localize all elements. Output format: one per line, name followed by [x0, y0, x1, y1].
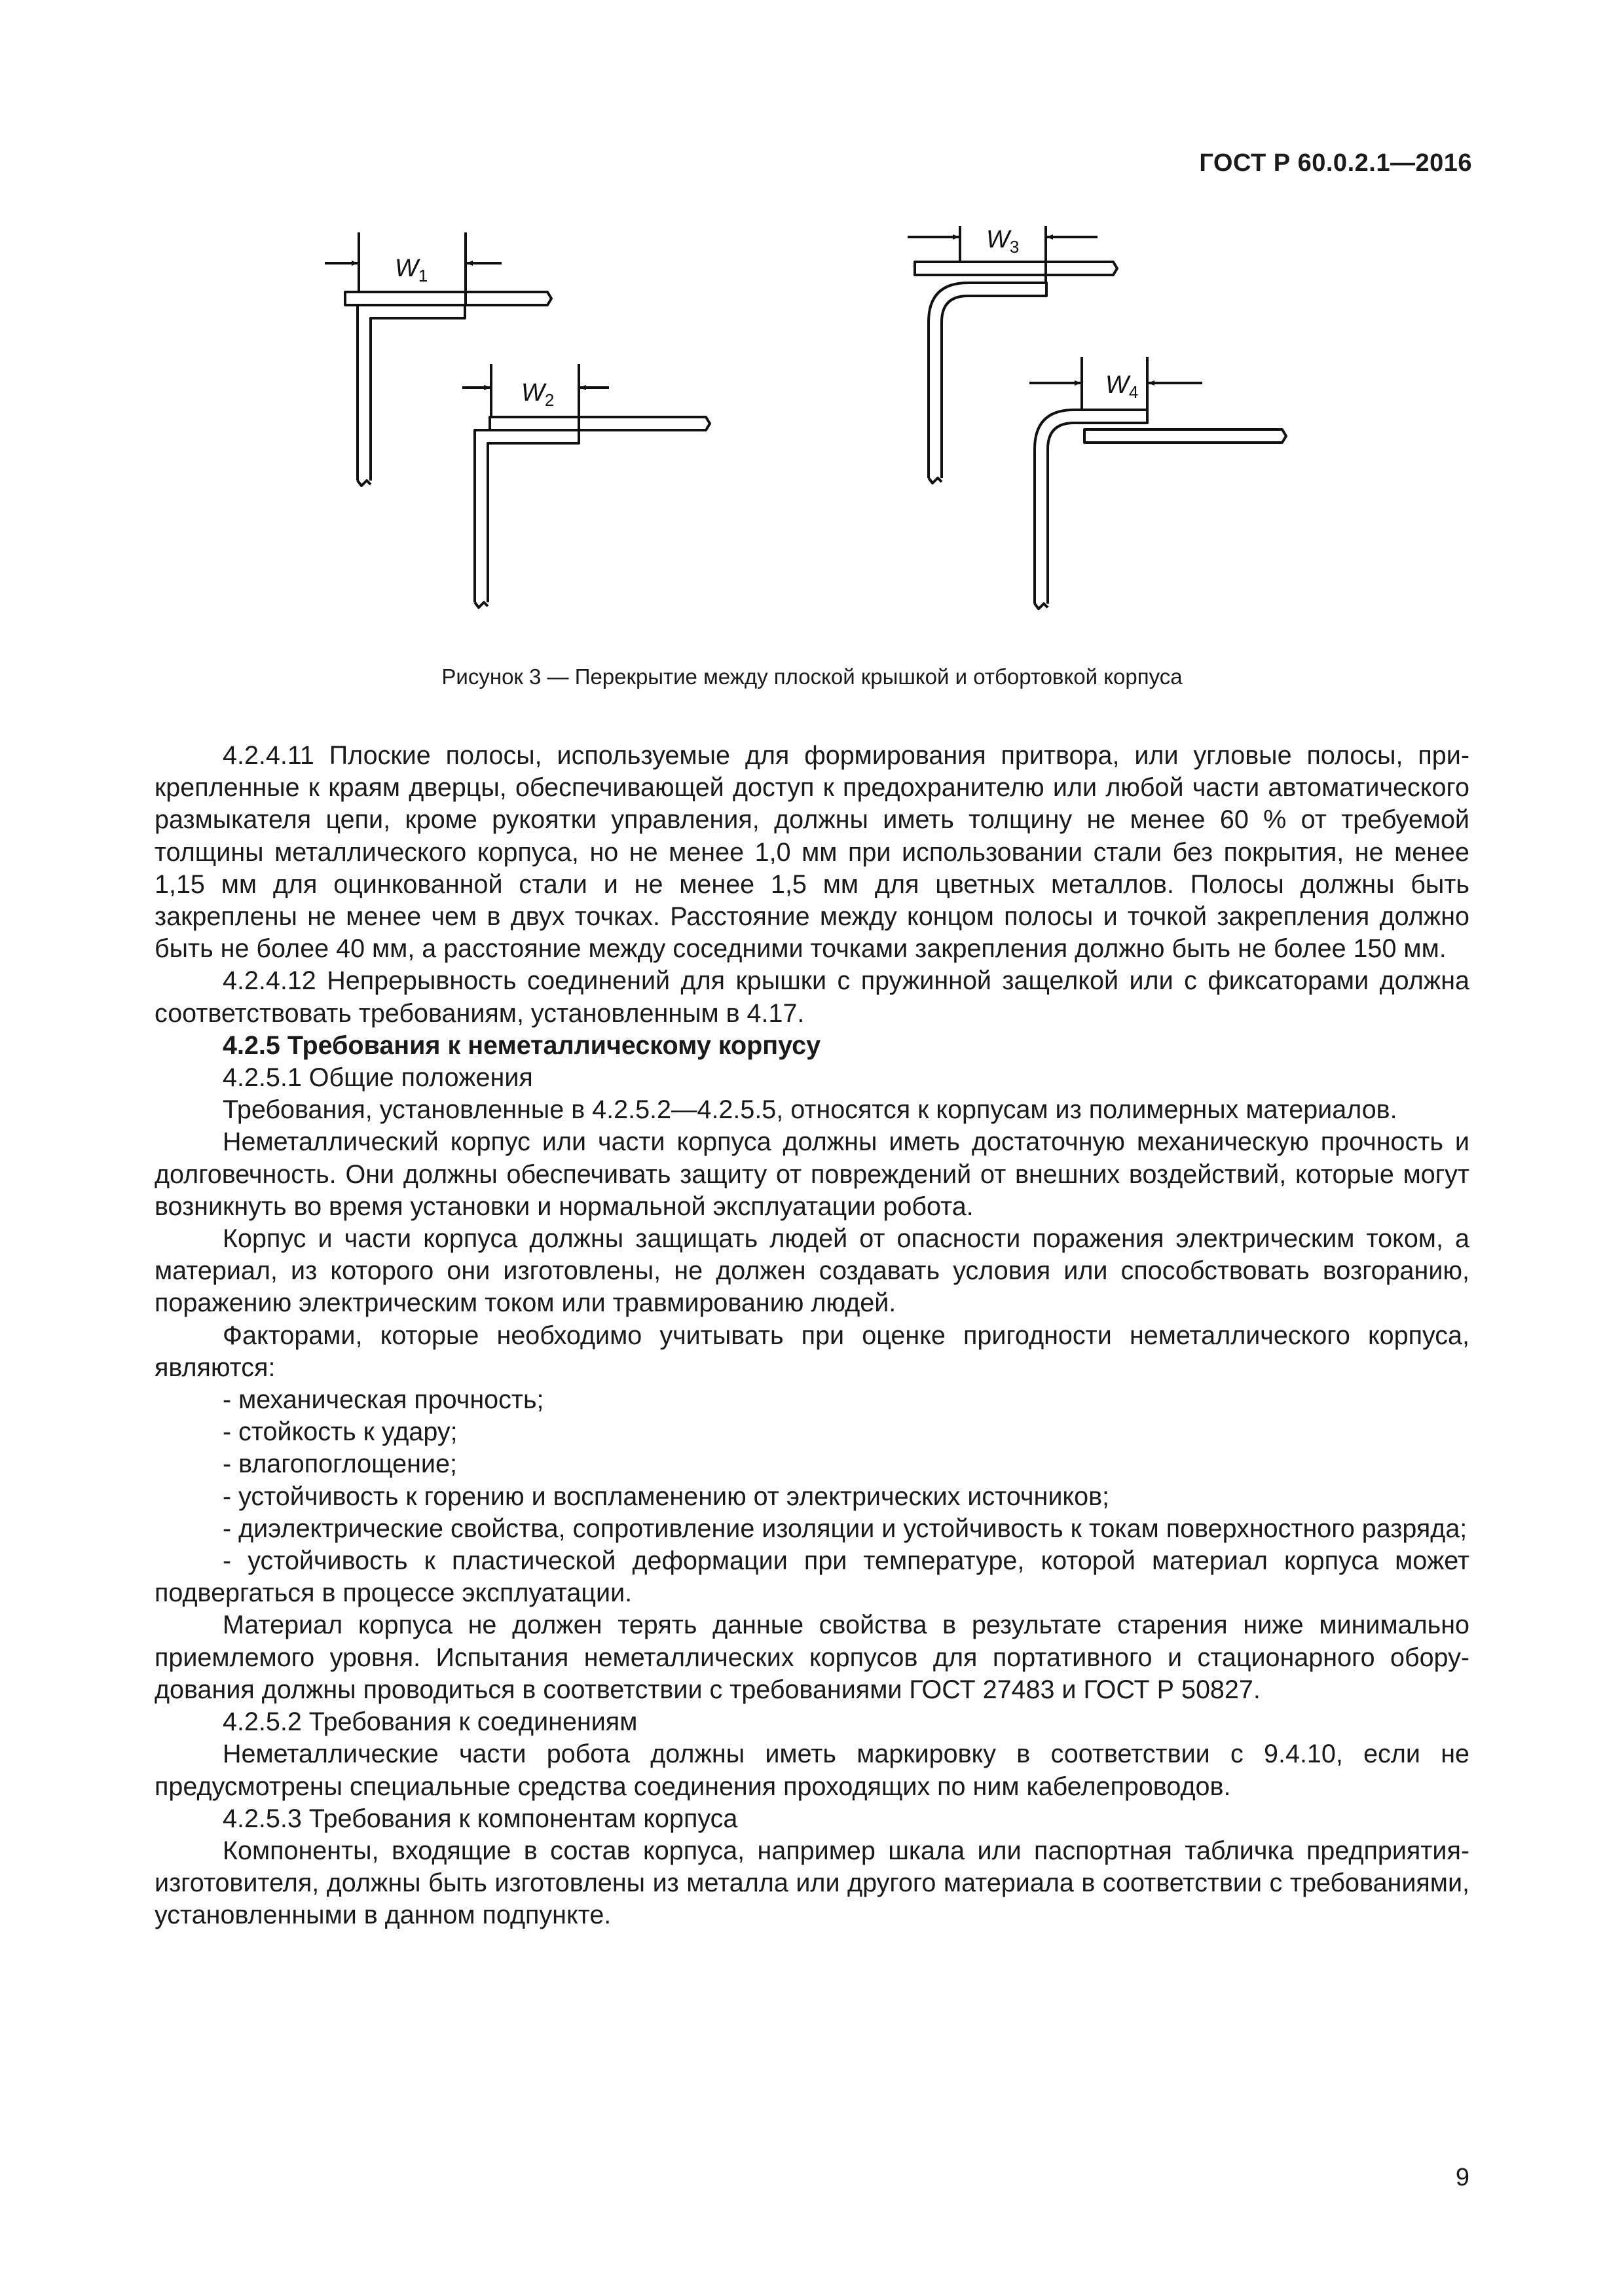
flat-cover-w4	[1084, 429, 1286, 443]
w4-label: $W_4$	[1105, 371, 1139, 402]
paragraph-aging: Материал корпуса не должен терять данные свойства в результате старения ниже минимально приемлемого уровня. Испытания неметаллических корпусов для портативного и стационарного оборудования должны проводиться в соответствии с требованиями ГОСТ 27483 и ГОСТ Р 50827.	[155, 1611, 1469, 1704]
detail-w4	[1029, 357, 1286, 609]
body-text	[155, 740, 1469, 1932]
list-item: - устойчивость к пластической деформации при температуре, которой материал корпуса может подвергаться в процессе эксплуатации.	[155, 1546, 1469, 1608]
flange-w3-break	[929, 478, 942, 483]
flat-cover-w3	[915, 262, 1117, 275]
paragraph-4-2-4-12: 4.2.4.12 Непрерывность соединений для крышки с пружинной защелкой или с фиксаторами должна соответствовать требованиям, установленным в 4.17.	[155, 966, 1469, 1028]
detail-w3	[908, 226, 1117, 483]
flange-w4-break	[1035, 604, 1048, 609]
flange-w2	[475, 430, 579, 602]
paragraph-strength: Неметаллический корпус или части корпуса должны иметь достаточную механическую прочность и долговечность. Они должны обеспечивать защиту от повреждений от внешних воздействий, которые могут возникнуть во время установки и нормальной эксплуатации робота.	[155, 1127, 1469, 1221]
paragraph-marking: Неметаллические части робота должны иметь маркировку в соответствии с 9.4.10, если не предусмотрены специальные средства соединения проходящих по ним кабелепроводов.	[155, 1740, 1469, 1801]
page-number: 9	[1455, 2164, 1469, 2191]
figure-3-diagram	[0, 0, 1624, 681]
heading-4-2-5-3: 4.2.5.3 Требования к компонентам корпуса	[223, 1804, 738, 1833]
list-item: - механическая прочность;	[223, 1385, 544, 1415]
list-item: - стойкость к удару;	[223, 1417, 458, 1447]
flange-w1-break	[358, 481, 371, 486]
w1-label: $W_1$	[395, 255, 428, 285]
heading-4-2-5-2: 4.2.5.2 Требования к соединениям	[223, 1707, 638, 1737]
detail-w2	[462, 364, 710, 608]
flange-w3	[929, 283, 1046, 478]
list-item: - диэлектрические свойства, сопротивление изоляции и устойчивость к токам поверхностного разряда;	[223, 1514, 1467, 1543]
flange-w2-break	[475, 602, 488, 608]
heading-4-2-5-1: 4.2.5.1 Общие положения	[223, 1063, 533, 1093]
list-item: - устойчивость к горению и воспламенению от электрических источников;	[223, 1482, 1110, 1511]
flange-w4	[1035, 410, 1147, 604]
flat-cover-w2	[490, 417, 710, 430]
flange-w1	[358, 305, 465, 481]
paragraph-scope: Требования, установленные в 4.2.5.2—4.2.5.5, относятся к корпусам из полимерных материалов.	[223, 1095, 1397, 1125]
paragraph-factors: Факторами, которые необходимо учитывать при оценке пригодности неметаллического корпуса, являются:	[155, 1321, 1469, 1382]
paragraph-4-2-4-11: 4.2.4.11 Плоские полосы, используемые для формирования притвора, или угловые полосы, прикрепленные к краям дверцы, обеспечивающей доступ к предохранителю или любой части автоматического размыкателя цепи, кроме рукоятки управления, должны иметь толщину не менее 60 % от требуемой толщины металлического корпуса, но не менее 1,0 мм при использовании стали без покрытия, не менее 1,15 мм для оцинкованной стали и не менее 1,5 мм для цветных металлов. Полосы должны быть закреплены не менее чем в двух точках. Расстояние между концом полосы и точкой закрепления должно быть не более 40 мм, а расстояние между соседними точками закрепления должно быть не более 150 мм.	[155, 741, 1469, 964]
heading-4-2-5: 4.2.5 Требования к неметаллическому корпусу	[223, 1030, 821, 1060]
w3-label: $W_3$	[986, 226, 1020, 257]
document-header: ГОСТ Р 60.0.2.1—2016	[1199, 149, 1472, 177]
list-item: - влагопоглощение;	[223, 1449, 457, 1479]
detail-w1	[325, 232, 551, 486]
flat-cover-w1	[345, 292, 551, 305]
paragraph-protection: Корпус и части корпуса должны защищать людей от опасности поражения электрическим током, а материал, из которого они изготовлены, не должен создавать условия или способствовать возгоранию, поражению электрическим током или травмированию людей.	[155, 1224, 1469, 1318]
w2-label: $W_2$	[521, 379, 555, 410]
figure-caption: Рисунок 3 — Перекрытие между плоской крышкой и отбортовкой корпуса	[441, 665, 1183, 689]
paragraph-components: Компоненты, входящие в состав корпуса, например шкала или паспортная табличка предприятия-изготовителя, должны быть изготовлены из металла или другого материала в соответствии с требованиями, установленными в данном подпункте.	[155, 1836, 1469, 1930]
